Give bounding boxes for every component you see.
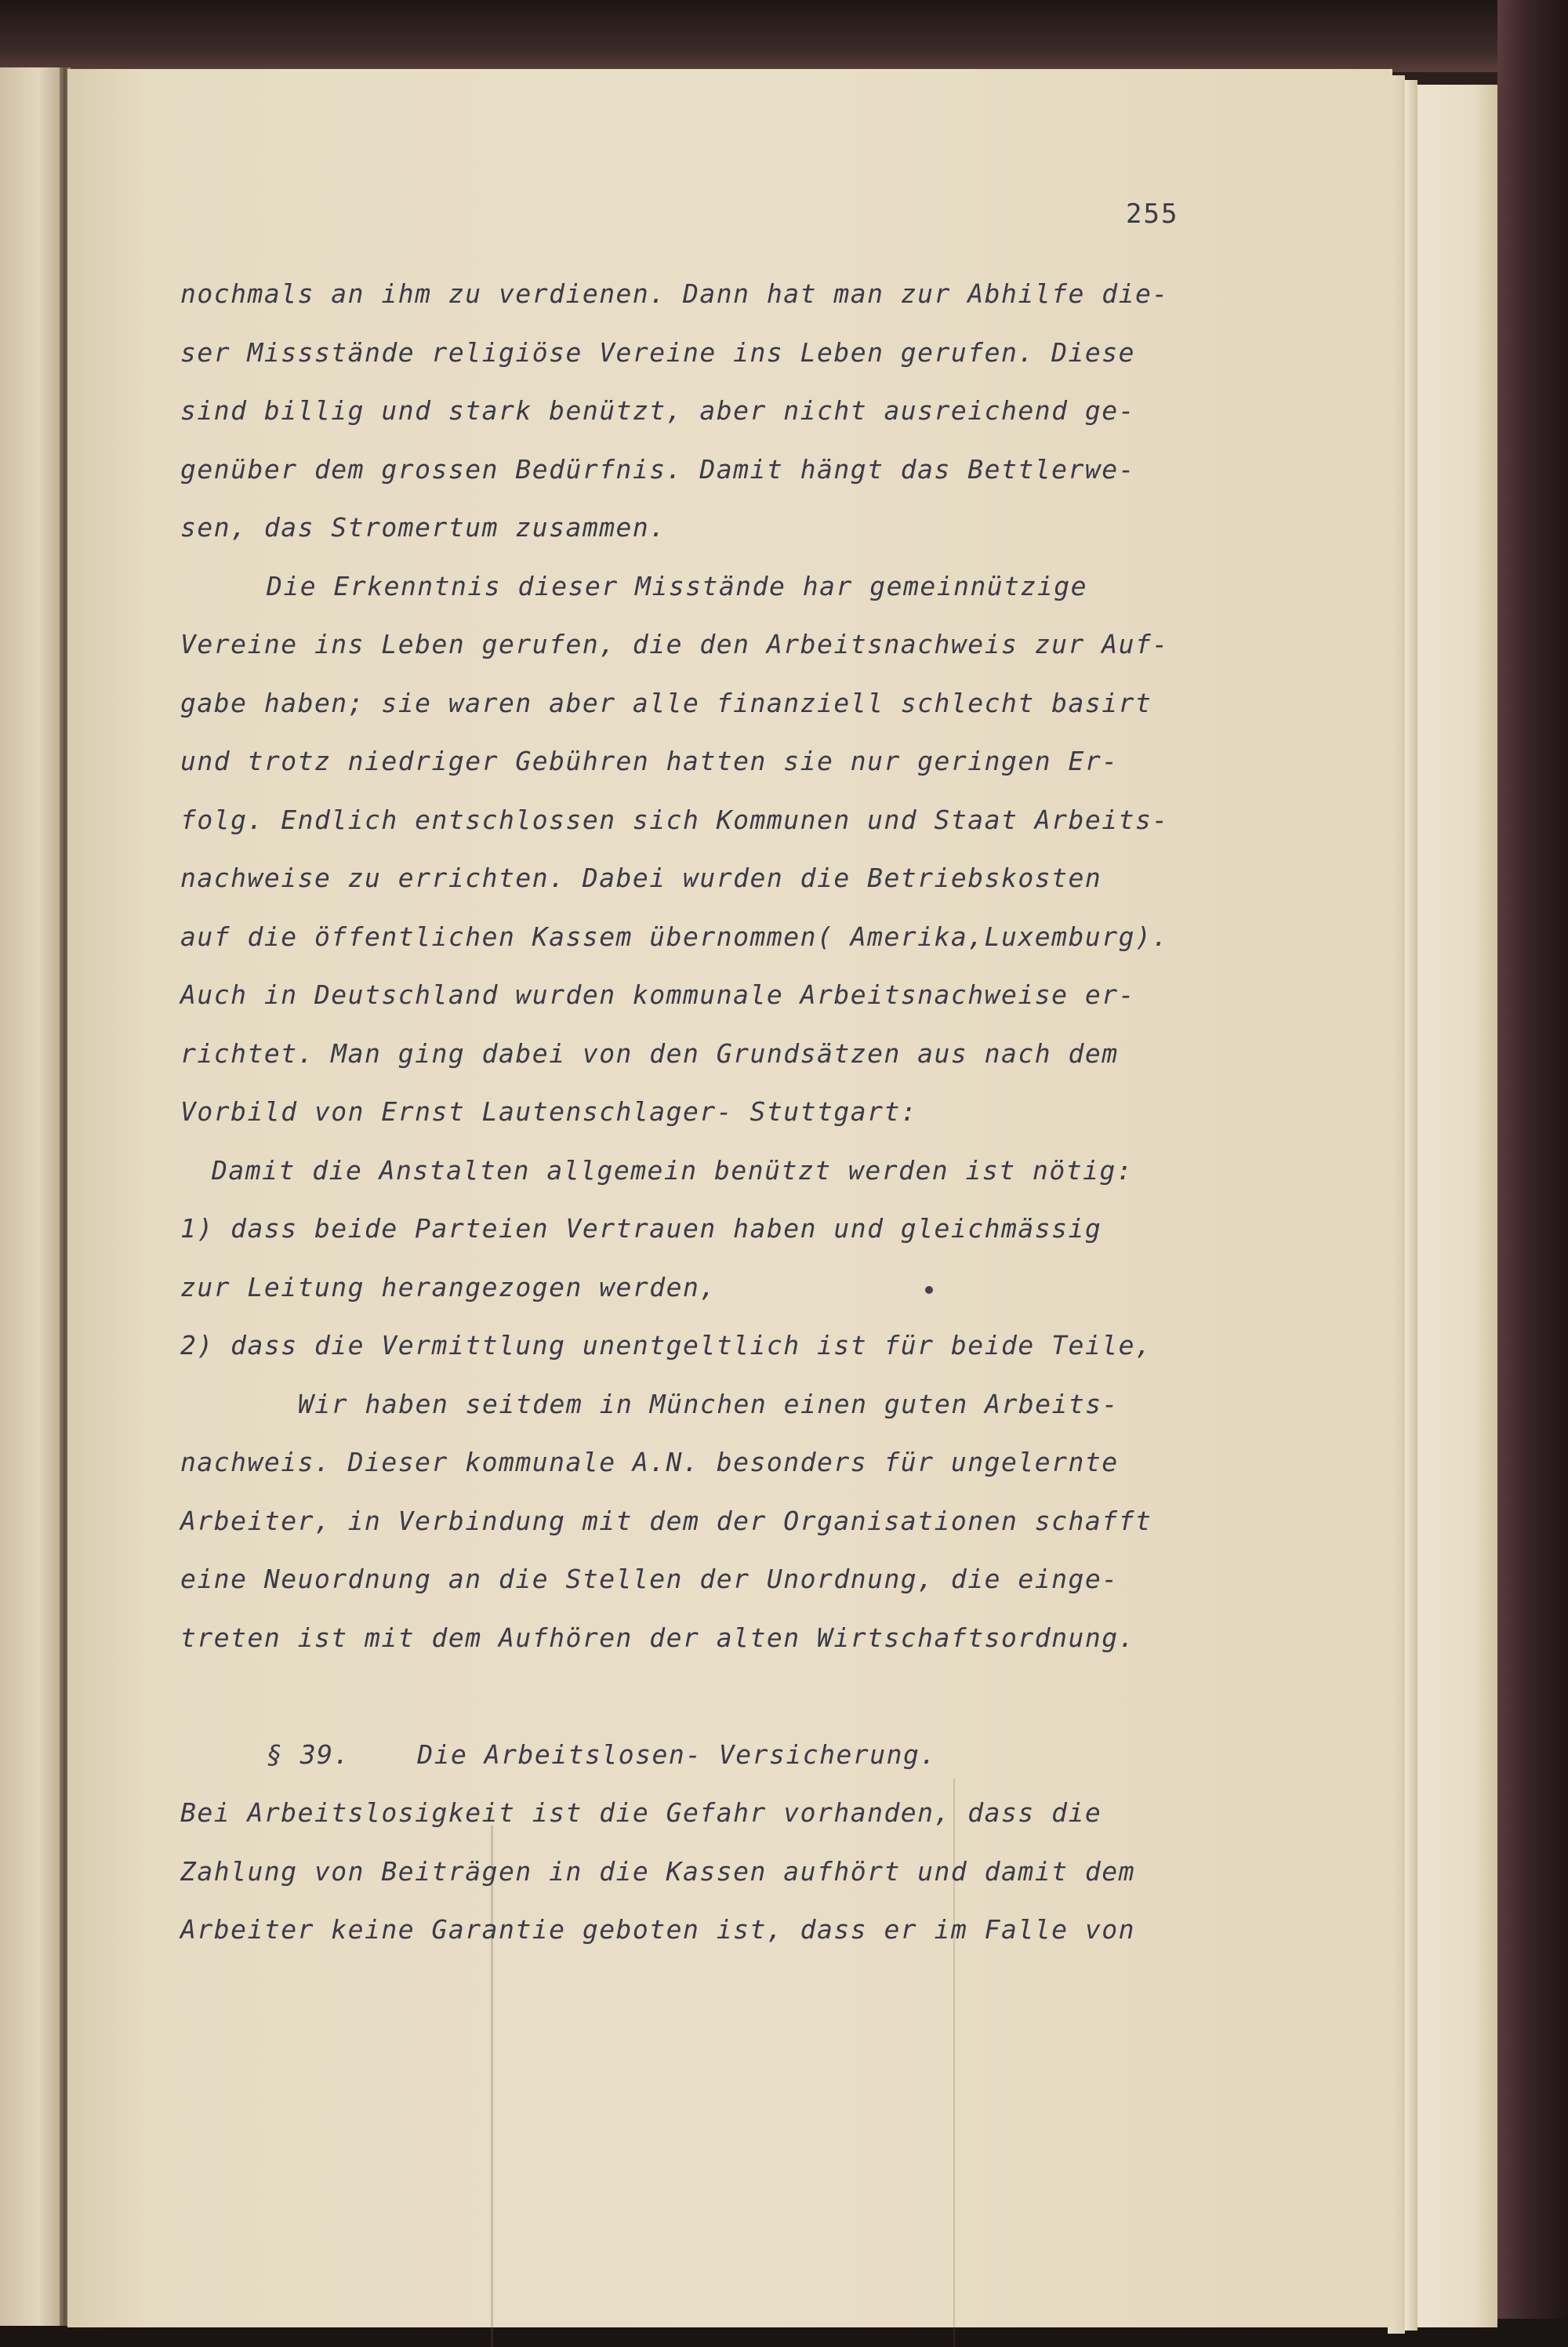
text-line: Vorbild von Ernst Lautenschlager- Stuttgart:	[180, 1096, 918, 1127]
page-body-text	[180, 265, 1325, 1960]
text-line: und trotz niedriger Gebühren hatten sie nur geringen Er-	[180, 746, 1119, 776]
text-line: nachweise zu errichten. Dabei wurden die Betriebskosten	[180, 863, 1102, 893]
text-line: Wir haben seitdem in München einen guten Arbeits-	[298, 1388, 1120, 1419]
text-line: Arbeiter keine Garantie geboten ist, dass er im Falle von	[180, 1914, 1135, 1945]
ink-speck	[925, 1286, 933, 1294]
book-binding-top	[0, 0, 1568, 72]
text-line: 2) dass die Vermittlung unentgeltlich ist für beide Teile,	[180, 1330, 1152, 1361]
text-line: genüber dem grossen Bedürfnis. Damit hängt das Bettlerwe-	[180, 453, 1135, 485]
text-line: treten ist mit dem Aufhören der alten Wirtschaftsordnung.	[180, 1622, 1135, 1653]
text-line: Bei Arbeitslosigkeit ist die Gefahr vorhanden, dass die	[180, 1797, 1102, 1828]
text-line: auf die öffentlichen Kassem übernommen( Amerika,Luxemburg).	[180, 921, 1169, 952]
previous-page-edge	[0, 67, 64, 2326]
text-line: Vereine ins Leben gerufen, die den Arbeitsnachweis zur Auf-	[180, 629, 1169, 659]
text-line: ser Missstände religiöse Vereine ins Leben gerufen. Diese	[180, 336, 1135, 368]
text-line: Zahlung von Beiträgen in die Kassen aufhört und damit dem	[180, 1855, 1135, 1887]
text-line: 1) dass beide Parteien Vertrauen haben und gleichmässig	[180, 1213, 1102, 1244]
text-line: Die Erkenntnis dieser Misstände har gemeinnützige	[267, 570, 1088, 601]
book-binding-right	[1497, 0, 1568, 2347]
text-line: sind billig und stark benützt, aber nicht ausreichend ge-	[180, 395, 1135, 426]
text-line: Damit die Anstalten allgemein benützt werden ist nötig:	[212, 1154, 1134, 1186]
text-line: nachweis. Dieser kommunale A.N. besonders für ungelernte	[180, 1447, 1119, 1477]
text-line: gabe haben; sie waren aber alle finanziell schlecht basirt	[180, 687, 1152, 718]
text-line	[180, 1667, 1325, 1726]
text-line: eine Neuordnung an die Stellen der Unordnung, die einge-	[180, 1564, 1119, 1594]
text-line: folg. Endlich entschlossen sich Kommunen und Staat Arbeits-	[180, 804, 1169, 835]
page-leaf-edge	[1417, 85, 1497, 2327]
section-heading: § 39. Die Arbeitslosen- Versicherung.	[267, 1738, 937, 1770]
page-number: 255	[1126, 198, 1179, 230]
text-line: Auch in Deutschland wurden kommunale Arbeitsnachweise er-	[180, 979, 1135, 1010]
text-line: nochmals an ihm zu verdienen. Dann hat man zur Abhilfe die-	[180, 278, 1169, 309]
page-leaf-edge	[1405, 80, 1417, 2331]
text-line: sen, das Stromertum zusammen.	[180, 512, 666, 543]
text-line: Arbeiter, in Verbindung mit dem der Organisationen schafft	[180, 1505, 1152, 1536]
text-line: richtet. Man ging dabei von den Grundsätzen aus nach dem	[180, 1037, 1119, 1069]
text-line: zur Leitung herangezogen werden,	[180, 1271, 717, 1302]
